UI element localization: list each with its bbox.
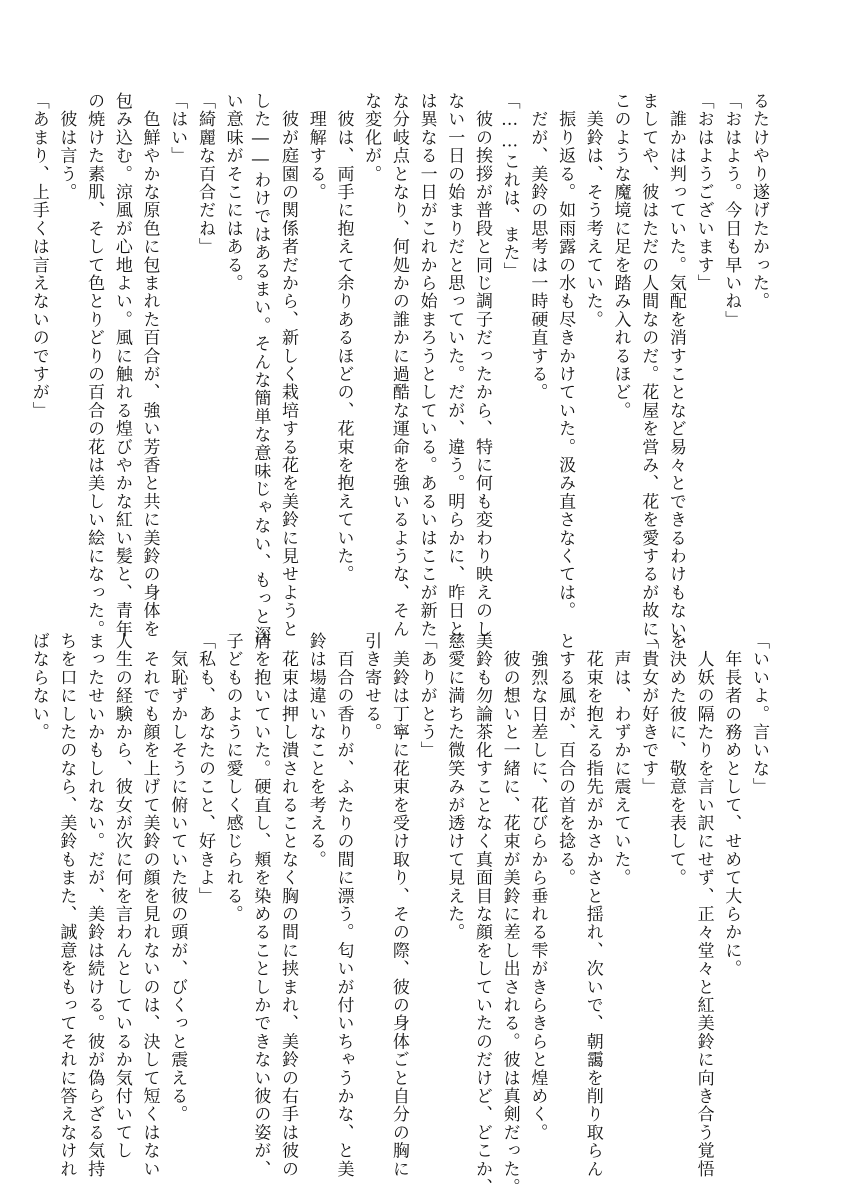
text-line: ましてや、彼はただの人間なのだ。花屋を営み、花を愛するが故に、: [638, 92, 659, 657]
text-line: 子どものように愛しく感じられる。: [222, 632, 243, 924]
text-line: まったせいかもしれない。だが、美鈴は続ける。彼が偽らざる気持: [84, 632, 105, 1178]
text-line: 強烈な日差しに、花びらから垂れる雫がきらきらと煌めく。: [527, 632, 548, 1142]
text-line: 美鈴も勿論茶化すことなく真面目な顔をしていたのだけど、どこか、: [471, 632, 492, 1197]
text-line: 誰かは判っていた。気配を消すことなど易々とできるわけもない、: [665, 92, 686, 657]
text-line: 彼の挨拶が普段と同じ調子だったから、特に何も変わり映えのし: [471, 92, 492, 638]
text-line: 「おはよう。今日も早いね」: [721, 92, 742, 329]
text-line: 声は、わずかに震えていた。: [610, 632, 631, 887]
text-line: 百合の香りが、ふたりの間に漂う。匂いが付いちゃうかな、と美: [333, 632, 354, 1178]
text-line: 気恥ずかしそうに俯いていた彼の頭が、びくっと震える。: [167, 632, 188, 1124]
text-line: 「いいよ。言いな」: [749, 632, 769, 796]
text-line: 慈愛に満ちた微笑みが透けて見えた。: [444, 632, 465, 942]
text-line: した――わけではあるまい。そんな簡単な意味じゃない、もっと深: [250, 92, 271, 644]
text-line: それでも顔を上げて美鈴の顔を見れないのは、決して短くはない: [139, 632, 160, 1178]
text-line: だが、美鈴の思考は一時硬直する。: [527, 92, 548, 402]
text-line: 人妖の隔たりを言い訳にせず、正々堂々と紅美鈴に向き合う覚悟: [693, 632, 714, 1178]
text-line: な変化が。: [361, 92, 382, 183]
lower-text-block: [28, 632, 772, 1197]
text-line: 「おはようございます」: [693, 92, 714, 293]
text-line: 振り返る。如雨露の水も尽きかけていた。汲み直さなくては。: [555, 92, 576, 620]
text-line: 彼は、両手に抱えて余りあるほどの、花束を抱えていた。: [333, 92, 354, 584]
text-line: 引き寄せる。: [361, 632, 382, 742]
text-line: 肩を抱いていた。硬直し、頬を染めることしかできない彼の姿が、: [250, 632, 271, 1178]
text-line: ばならない。: [28, 632, 49, 742]
text-line: 「綺麗な百合だね」: [194, 92, 215, 256]
text-line: 理解する。: [305, 92, 326, 202]
text-line: 「……これは、また」: [499, 92, 520, 280]
text-line: の焼けた素肌、そして色とりどりの百合の花は美しい絵になった。: [84, 92, 105, 638]
text-line: るたけやり遂げたかった。: [749, 92, 769, 311]
upper-text-block: [28, 92, 772, 657]
text-line: 彼が庭園の関係者だから、新しく栽培する花を美鈴に見せようと: [278, 92, 299, 638]
text-line: 美鈴は丁寧に花束を受け取り、その際、彼の身体ごと自分の胸に: [388, 632, 409, 1178]
text-line: 花束は押し潰されることなく胸の間に挟まれ、美鈴の右手は彼の: [278, 632, 299, 1178]
text-line: 年長者の務めとして、せめて大らかに。: [721, 632, 742, 978]
text-line: ない一日の始まりだと思っていた。だが、違う。明らかに、昨日と: [444, 92, 465, 638]
text-line: 彼は言う。: [56, 92, 77, 202]
text-line: とする風が、百合の首を捻る。: [555, 632, 576, 887]
text-line: い意味がそこにはある。: [222, 92, 243, 293]
text-line: 「はい」: [167, 92, 188, 165]
text-line: 美鈴は、そう考えていた。: [582, 92, 603, 329]
text-line: 「あまり、上手くは言えないのですが」: [28, 92, 49, 420]
text-line: ちを口にしたのなら、美鈴もまた、誠意をもってそれに答えなけれ: [56, 632, 77, 1178]
text-line: 色鮮やかな原色に包まれた百合が、強い芳香と共に美鈴の身体を: [139, 92, 160, 638]
text-line: 彼の想いと一緒に、花束が美鈴に差し出される。彼は真剣だった。: [499, 632, 520, 1197]
text-line: 「私も、あなたのこと、好きよ」: [194, 632, 215, 905]
text-line: 花束を抱える指先がかさかさと揺れ、次いで、朝靄を削り取らん: [582, 632, 603, 1178]
text-line: 「貴女が好きです」: [638, 632, 659, 796]
text-line: な分岐点となり、何処かの誰かに過酷な運命を強いるような、そん: [388, 92, 409, 638]
text-line: 人生の経験から、彼女が次に何を言わんとしているか気付いてし: [111, 632, 132, 1160]
text-line: 「ありがとう」: [416, 632, 437, 760]
text-line: 鈴は場違いなことを考える。: [305, 632, 326, 869]
text-line: を決めた彼に、敬意を表して。: [665, 632, 686, 887]
text-line: 包み込む。涼風が心地よい。風に触れる煌びやかな紅い髪と、青年: [111, 92, 132, 638]
text-line: このような魔境に足を踏み入れるほど。: [610, 92, 631, 420]
text-line: は異なる一日がこれから始まろうとしている。あるいはここが新た: [416, 92, 437, 638]
